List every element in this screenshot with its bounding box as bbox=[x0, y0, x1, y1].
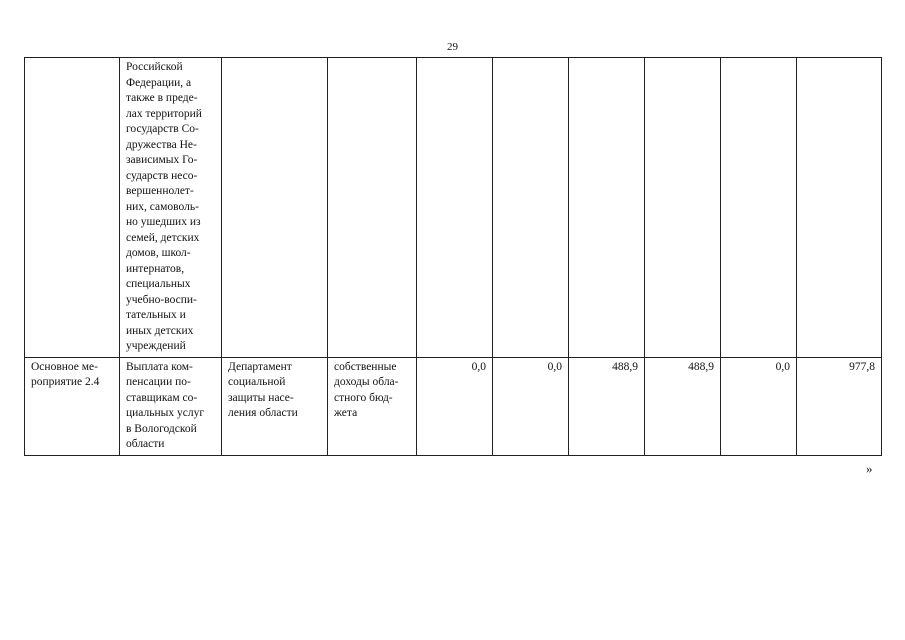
description-text: Выплата ком- пенсации по- ставщикам со- циальных услуг в Вологодской области bbox=[126, 360, 205, 450]
page-number: 29 bbox=[447, 41, 458, 53]
value-cell: 977,8 bbox=[797, 357, 882, 455]
source-cell bbox=[328, 357, 417, 455]
activity-cell bbox=[25, 357, 120, 455]
value-cell bbox=[569, 58, 645, 358]
source-cell bbox=[328, 58, 417, 358]
description-text: Российской Федерации, а также в преде- лах территорий государств Со- дружества Не- зависимых Го- сударств несо- вершеннолет- них, самоволь- но ушедших из семей, детских домов, школ- интернатов, специальных учебно-воспи- тательных и иных детских учреждений bbox=[126, 61, 202, 352]
value-cell bbox=[493, 58, 569, 358]
closing-quote-mark: » bbox=[866, 461, 873, 476]
program-table bbox=[24, 57, 882, 456]
value-cell bbox=[417, 58, 493, 358]
value-cell bbox=[645, 58, 721, 358]
value-cell bbox=[797, 58, 882, 358]
value-cell: 488,9 bbox=[645, 357, 721, 455]
value-cell bbox=[721, 58, 797, 358]
table-row bbox=[25, 58, 882, 358]
executor-cell bbox=[222, 58, 328, 358]
activity-text: Основное ме- роприятие 2.4 bbox=[31, 360, 100, 388]
value-cell: 0,0 bbox=[721, 357, 797, 455]
activity-cell bbox=[25, 58, 120, 358]
source-text: собственные доходы обла- стного бюд- жета bbox=[334, 360, 399, 419]
value-cell: 0,0 bbox=[493, 357, 569, 455]
executor-text: Департамент социальной защиты насе- ления области bbox=[228, 360, 298, 419]
description-cell bbox=[120, 58, 222, 358]
table-row bbox=[25, 357, 882, 455]
executor-cell bbox=[222, 357, 328, 455]
description-cell bbox=[120, 357, 222, 455]
value-cell: 0,0 bbox=[417, 357, 493, 455]
value-cell: 488,9 bbox=[569, 357, 645, 455]
